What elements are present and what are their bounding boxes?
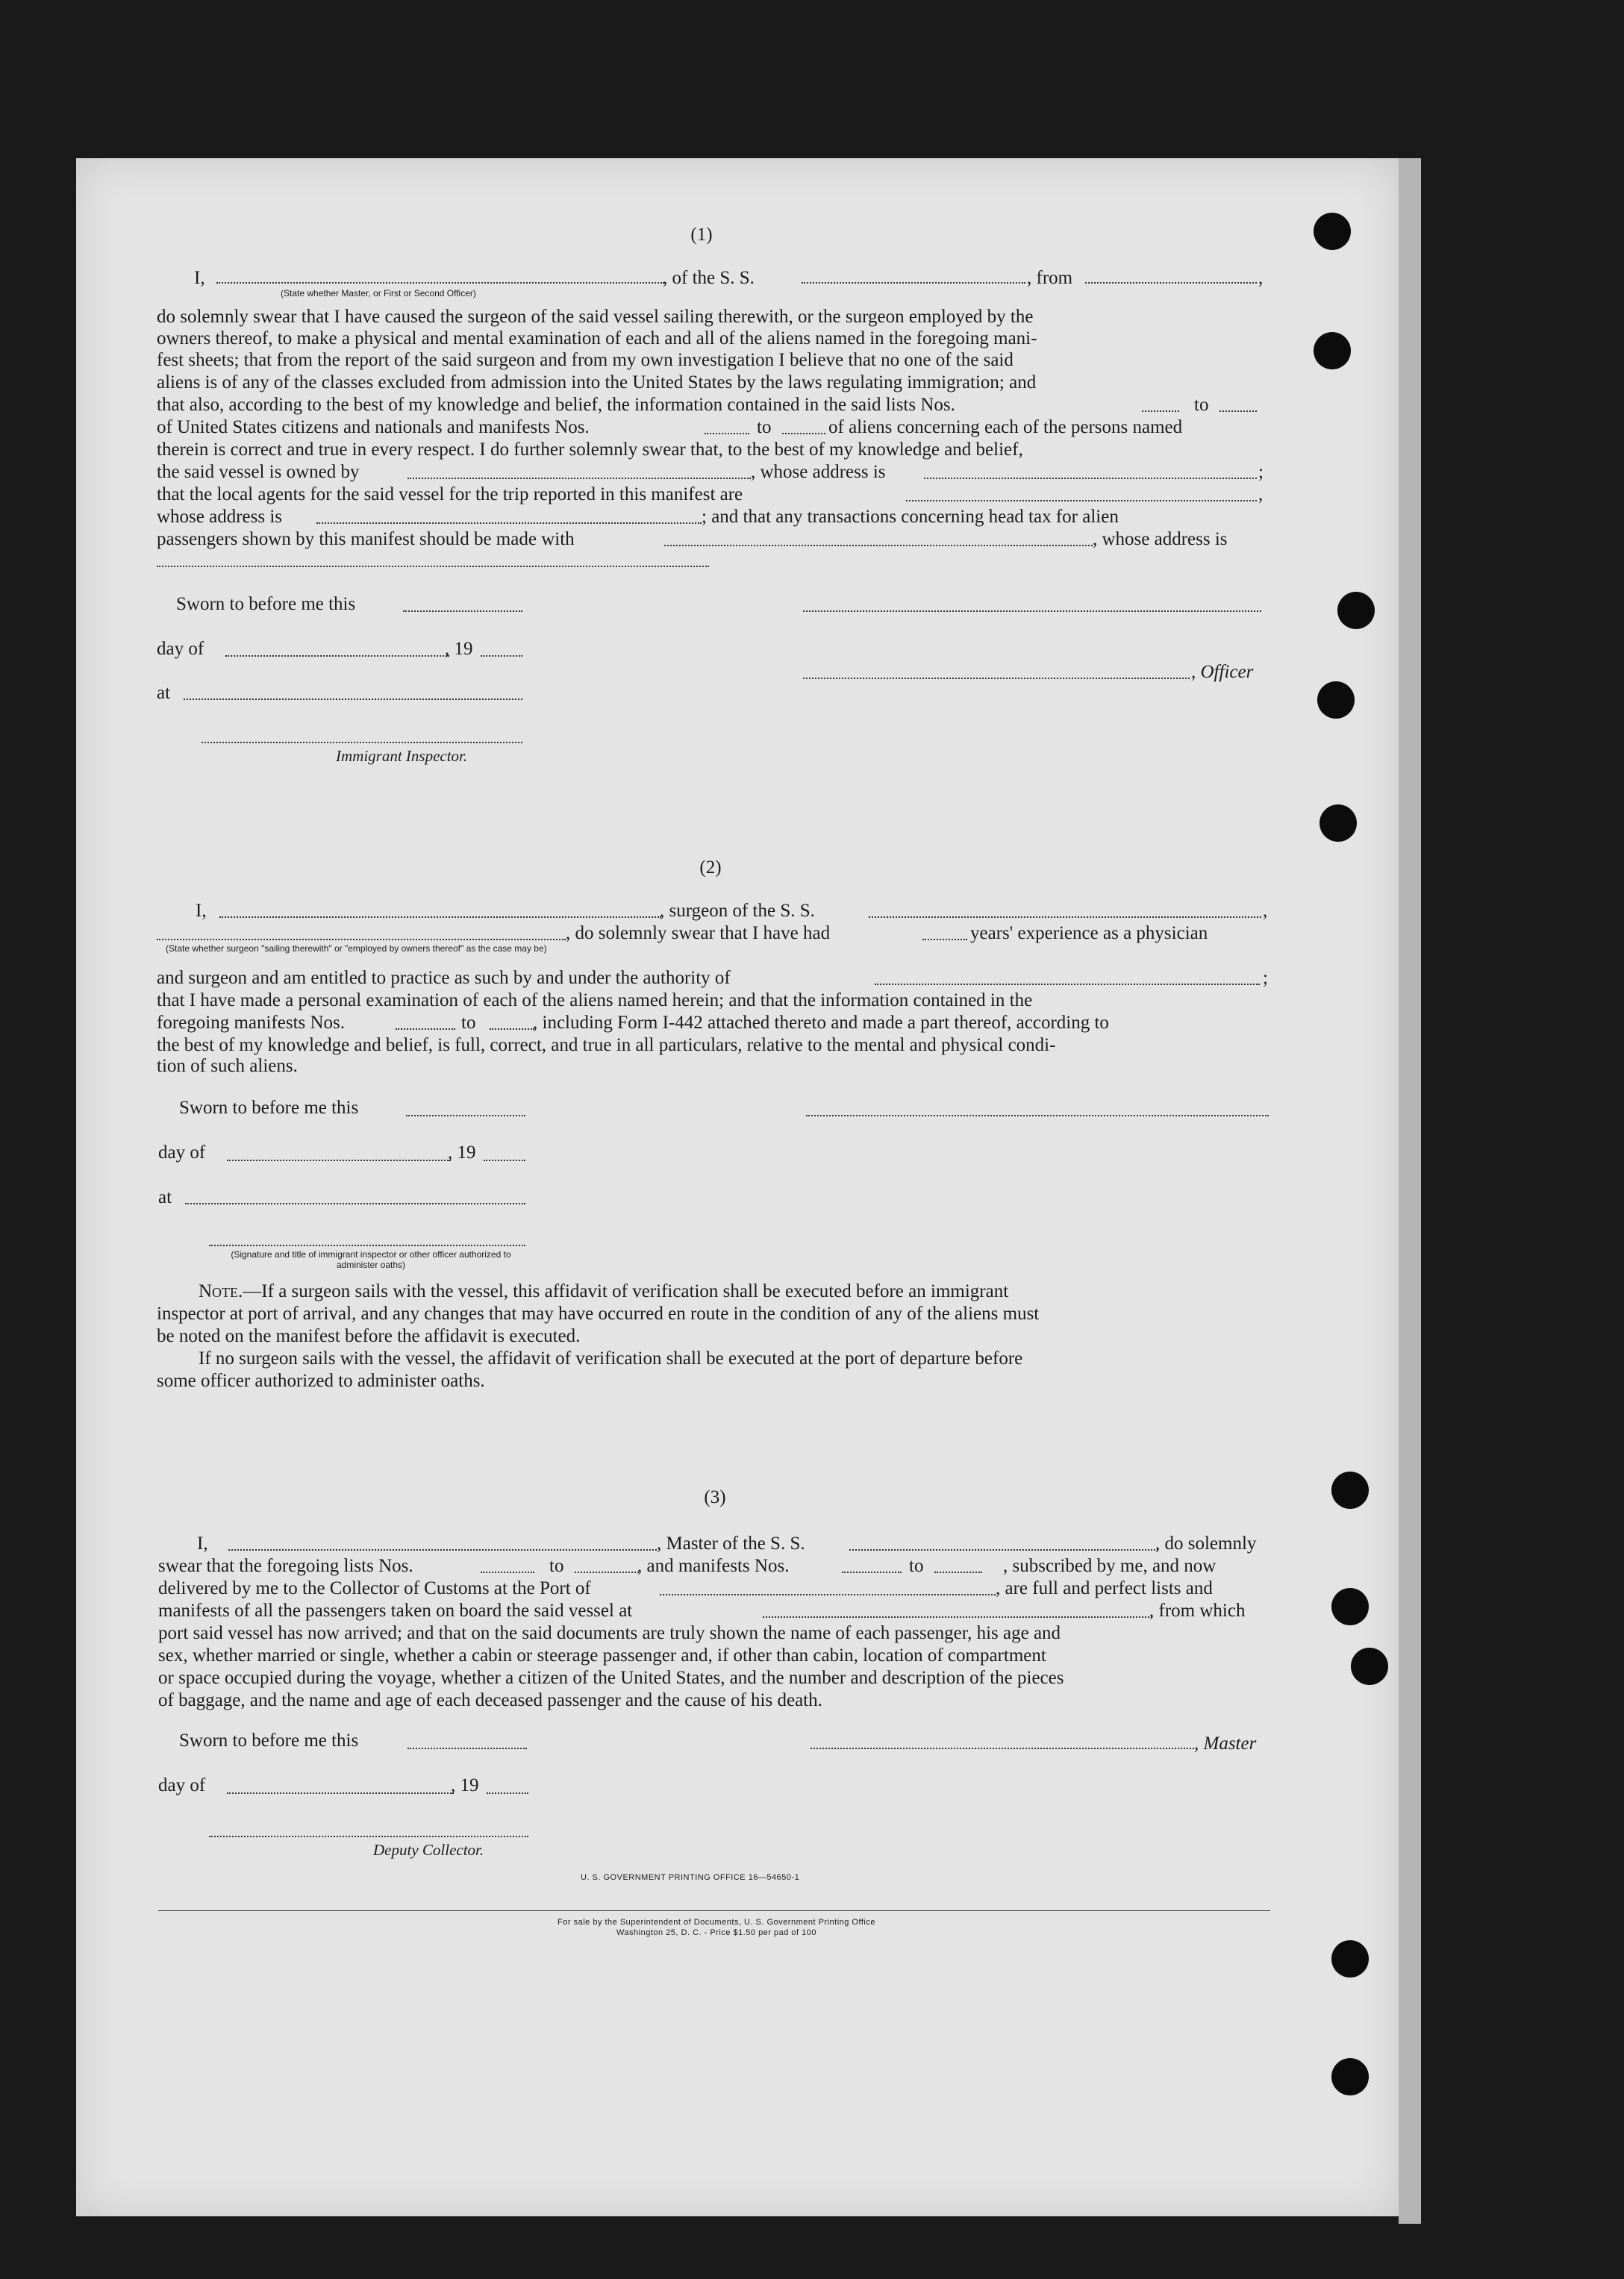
comma: , — [1263, 901, 1268, 921]
section-1-of-aliens: of aliens concerning each of the persons named — [828, 417, 1183, 437]
printing-office-imprint: U. S. GOVERNMENT PRINTING OFFICE 16—54650-1 — [581, 1873, 800, 1882]
s2-inspector-signature-field[interactable] — [209, 1245, 525, 1246]
section-2-day-of: day of — [158, 1142, 206, 1163]
lists-to-field[interactable] — [1219, 410, 1257, 412]
section-1-day-of: day of — [157, 639, 204, 659]
sale-notice-line: For sale by the Superintendent of Documents, U. S. Government Printing Office — [558, 1918, 875, 1927]
at-place-field[interactable] — [184, 698, 522, 700]
port-field[interactable] — [660, 1594, 996, 1595]
owner-field[interactable] — [407, 478, 751, 479]
footer-rule — [158, 1910, 1270, 1911]
section-3-year: , 19 — [451, 1775, 479, 1795]
section-1-sworn: Sworn to before me this — [176, 594, 356, 614]
section-3-line: sex, whether married or single, whether a cabin or steerage passenger and, if other than cabin, location of compartment — [158, 1645, 1046, 1666]
deputy-signature-field[interactable] — [209, 1836, 528, 1837]
section-1-line: that also, according to the best of my knowledge and belief, the information contained in the said lists Nos. — [157, 395, 955, 415]
section-1-line: the said vessel is owned by — [157, 462, 360, 482]
s3-ship-field[interactable] — [849, 1549, 1158, 1551]
section-1-i: I, — [194, 268, 205, 288]
section-3-sworn: Sworn to before me this — [179, 1731, 359, 1751]
semicolon: ; — [1263, 968, 1268, 988]
binder-hole — [1320, 804, 1357, 842]
section-2-to: to — [461, 1013, 476, 1033]
page-edge — [1399, 158, 1421, 2224]
surgeon-status-field[interactable] — [157, 939, 566, 940]
comma: , — [1258, 268, 1264, 288]
section-3-number: (3) — [704, 1487, 726, 1507]
section-1-from: , from — [1027, 268, 1073, 288]
officer-title-field[interactable] — [803, 678, 1190, 679]
section-1-at: at — [157, 683, 171, 703]
s2-year-field[interactable] — [484, 1160, 525, 1161]
section-1-line: therein is correct and true in every respect. I do further solemnly swear that, to the best of my knowledge and belief, — [157, 440, 1023, 460]
section-1-number: (1) — [690, 225, 713, 245]
surgeon-signature-field[interactable] — [806, 1115, 1269, 1116]
s3-sworn-date-field[interactable] — [407, 1748, 527, 1749]
note-heading: Note. — [199, 1281, 243, 1301]
semicolon: ; — [1258, 462, 1264, 482]
section-1-line: whose address is — [157, 507, 283, 527]
comma: , — [1258, 484, 1264, 504]
sale-notice-line: Washington 25, D. C. - Price $1.50 per pad of 100 — [616, 1928, 817, 1937]
section-1-role-note: (State whether Master, or First or Second Officer) — [281, 288, 476, 298]
section-2-note2-line: If no surgeon sails with the vessel, the affidavit of verification shall be executed at the port of departure before — [199, 1348, 1023, 1369]
section-1-line: that the local agents for the said vessel for the trip reported in this manifest are — [157, 484, 743, 504]
ship-name-field[interactable] — [802, 282, 1025, 284]
section-2-form: , including Form I-442 attached thereto and made a part thereof, according to — [533, 1013, 1109, 1033]
section-1-line: fest sheets; that from the report of the said surgeon and from my own investigation I believe that no one of the said — [157, 350, 1014, 370]
section-3-i: I, — [197, 1534, 208, 1554]
section-2-at: at — [158, 1187, 172, 1207]
authority-field[interactable] — [875, 984, 1260, 985]
binder-hole — [1351, 1648, 1388, 1685]
section-3-delivered: delivered by me to the Collector of Customs at the Port of — [158, 1578, 591, 1598]
s2-manifests-from-field[interactable] — [396, 1028, 455, 1030]
officer-signature-field[interactable] — [803, 610, 1261, 612]
section-2-line: foregoing manifests Nos. — [157, 1013, 346, 1033]
section-2-signature-note: (Signature and title of immigrant inspector or other officer authorized to administer oaths) — [231, 1249, 511, 1270]
owner-address-field[interactable] — [924, 478, 1257, 479]
section-1-line: aliens is of any of the classes excluded from admission into the United States by the laws regulating immigration; and — [157, 372, 1037, 393]
agents-field[interactable] — [906, 500, 1257, 501]
section-1-whose-address: , whose address is — [751, 462, 886, 482]
day-month-field[interactable] — [225, 655, 449, 657]
section-1-line: owners thereof, to make a physical and mental examination of each and all of the aliens named in the foregoing mani- — [157, 328, 1037, 348]
s3-manifests-from-field[interactable] — [842, 1572, 902, 1573]
officer-name-field[interactable] — [216, 282, 664, 284]
section-2-status-note: (State whether surgeon "sailing therewith" or "employed by owners thereof" as the case may be) — [166, 943, 547, 954]
section-3-master-of: , Master of the S. S. — [657, 1534, 805, 1554]
section-1-to: to — [1194, 395, 1209, 415]
s2-day-month-field[interactable] — [227, 1160, 451, 1161]
section-2-number: (2) — [699, 857, 722, 878]
section-2-sworn: Sworn to before me this — [179, 1098, 359, 1118]
s3-manifests-to-field[interactable] — [934, 1572, 982, 1573]
section-1-officer: , Officer — [1191, 662, 1254, 682]
years-field[interactable] — [922, 939, 967, 940]
binder-hole — [1331, 1940, 1369, 1978]
section-1-line: do solemnly swear that I have caused the surgeon of the said vessel sailing therewith, or the surgeon employed by the — [157, 307, 1034, 327]
manifests-from-field[interactable] — [705, 433, 749, 434]
binder-hole — [1314, 213, 1351, 250]
binder-hole — [1331, 2058, 1369, 2095]
section-3-deputy: Deputy Collector. — [373, 1841, 484, 1859]
section-2-note-line: be noted on the manifest before the affidavit is executed. — [157, 1326, 581, 1346]
binder-hole — [1317, 681, 1355, 719]
s3-lists-from-field[interactable] — [481, 1572, 534, 1573]
year-field[interactable] — [481, 655, 522, 657]
section-2-line: that I have made a personal examination of each of the aliens named herein; and that the information contained in the — [157, 990, 1033, 1010]
s3-year-field[interactable] — [487, 1792, 528, 1794]
section-2-i: I, — [196, 901, 207, 921]
section-3-lists: swear that the foregoing lists Nos. — [158, 1556, 413, 1576]
section-3-day-of: day of — [158, 1775, 206, 1795]
section-3-line: or space occupied during the voyage, whether a citizen of the United States, and the number and description of the pieces — [158, 1668, 1064, 1688]
s2-sworn-date-field[interactable] — [406, 1115, 525, 1116]
boarding-port-field[interactable] — [763, 1616, 1152, 1618]
section-1-year: , 19 — [445, 639, 473, 659]
section-1-line: of United States citizens and nationals and manifests Nos. — [157, 417, 590, 437]
head-tax-agent-field[interactable] — [664, 545, 1093, 546]
agents-address-field[interactable] — [316, 522, 702, 524]
section-3-line: of baggage, and the name and age of each deceased passenger and the cause of his death. — [158, 1690, 822, 1710]
section-2-authority: and surgeon and am entitled to practice as such by and under the authority of — [157, 968, 731, 988]
section-3-manifests: , and manifests Nos. — [637, 1556, 790, 1576]
section-3-to: to — [909, 1556, 924, 1576]
section-1-whose-address: , whose address is — [1093, 529, 1228, 549]
sworn-date-field[interactable] — [403, 610, 522, 612]
section-3-master: , Master — [1194, 1734, 1257, 1754]
section-2-line: tion of such aliens. — [157, 1056, 298, 1076]
master-name-field[interactable] — [228, 1549, 657, 1551]
s2-manifests-to-field[interactable] — [490, 1028, 534, 1030]
lists-from-field[interactable] — [1142, 410, 1179, 412]
note-line: —If a surgeon sails with the vessel, this affidavit of verification shall be executed before an immigrant — [243, 1281, 1009, 1301]
section-1-inspector: Immigrant Inspector. — [336, 747, 468, 765]
inspector-signature-field[interactable] — [202, 742, 522, 743]
manifests-to-field[interactable] — [782, 433, 825, 434]
binder-hole — [1331, 1588, 1369, 1625]
section-3-full: , are full and perfect lists and — [996, 1578, 1213, 1598]
section-2-years: years' experience as a physician — [970, 923, 1208, 943]
section-3-to: to — [549, 1556, 564, 1576]
section-2-surgeon-of: , surgeon of the S. S. — [660, 901, 815, 921]
section-2-note — [157, 1281, 1269, 1303]
surgeon-name-field[interactable] — [219, 916, 661, 918]
section-3-manifests-all: manifests of all the passengers taken on board the said vessel at — [158, 1601, 633, 1621]
section-1-of-ss: , of the S. S. — [663, 268, 755, 288]
section-2-swear: , do solemnly swear that I have had — [566, 923, 831, 943]
head-tax-address-field[interactable] — [157, 566, 709, 567]
from-port-field[interactable] — [1085, 282, 1257, 284]
section-1-head-tax: ; and that any transactions concerning head tax for alien — [702, 507, 1119, 527]
section-2-note-line: inspector at port of arrival, and any changes that may have occurred en route in the condition of any of the aliens must — [157, 1304, 1040, 1324]
section-1-line: passengers shown by this manifest should be made with — [157, 529, 575, 549]
master-signature-field[interactable] — [811, 1748, 1197, 1749]
section-3-line: port said vessel has now arrived; and that on the said documents are truly shown the name of each passenger, his age and — [158, 1623, 1061, 1643]
section-2-note2-line: some officer authorized to administer oaths. — [157, 1371, 485, 1391]
section-3-subscribed: , subscribed by me, and now — [1003, 1556, 1217, 1576]
section-1-to: to — [757, 417, 772, 437]
binder-hole — [1314, 332, 1351, 369]
section-2-line: the best of my knowledge and belief, is full, correct, and true in all particulars, relative to the mental and physical condi- — [157, 1035, 1056, 1055]
binder-hole — [1337, 592, 1375, 629]
surgeon-ship-field[interactable] — [869, 916, 1261, 918]
section-3-from-which: , from which — [1149, 1601, 1246, 1621]
binder-hole — [1331, 1472, 1369, 1509]
section-3-solemnly: , do solemnly — [1155, 1534, 1257, 1554]
section-2-year: , 19 — [448, 1142, 476, 1163]
s3-lists-to-field[interactable] — [575, 1572, 639, 1573]
s3-day-month-field[interactable] — [227, 1792, 454, 1794]
s2-at-place-field[interactable] — [185, 1203, 525, 1204]
